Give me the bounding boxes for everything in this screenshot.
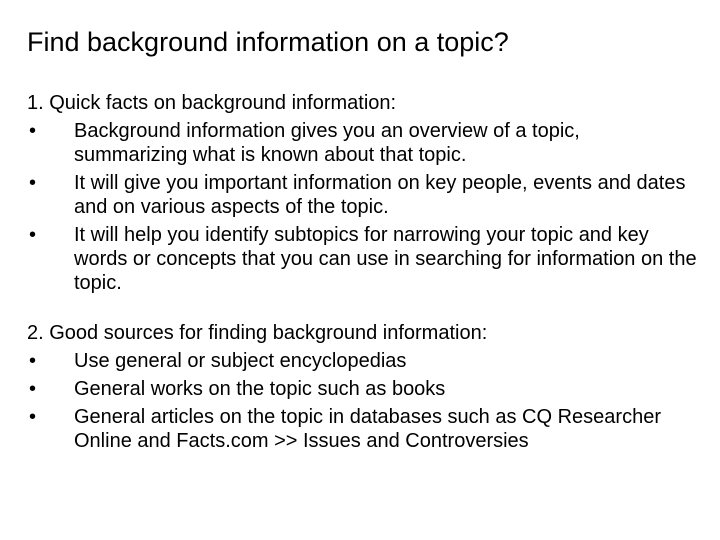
bullet-text: General articles on the topic in databases such as CQ Researcher Online and Facts.com >> Issues and Controversies: [74, 406, 661, 452]
bullet-icon: •: [29, 120, 37, 142]
bullet-list: [27, 119, 697, 295]
section-heading: 2. Good sources for finding background information:: [27, 322, 488, 344]
list-item: [27, 349, 697, 373]
list-item: [27, 171, 697, 219]
bullet-text: It will help you identify subtopics for narrowing your topic and key words or concepts that you can use in searching for information on the topic.: [74, 224, 697, 294]
bullet-icon: •: [29, 350, 37, 372]
bullet-list: [27, 349, 697, 453]
list-item: [27, 377, 697, 401]
list-item: [27, 405, 697, 453]
bullet-icon: •: [29, 172, 37, 194]
slide-title: Find background information on a topic?: [27, 27, 509, 57]
bullet-icon: •: [29, 378, 37, 400]
list-item: [27, 223, 697, 295]
bullet-icon: •: [29, 224, 37, 246]
section-quick-facts: [27, 91, 697, 299]
list-item: [27, 119, 697, 167]
bullet-icon: •: [29, 406, 37, 428]
bullet-text: Use general or subject encyclopedias: [74, 350, 407, 372]
section-good-sources: [27, 321, 697, 457]
bullet-text: General works on the topic such as books: [74, 378, 446, 400]
section-heading: 1. Quick facts on background information:: [27, 92, 397, 114]
bullet-text: It will give you important information on key people, events and dates and on various aspects of the topic.: [74, 172, 686, 218]
bullet-text: Background information gives you an overview of a topic, summarizing what is known about that topic.: [74, 120, 580, 166]
